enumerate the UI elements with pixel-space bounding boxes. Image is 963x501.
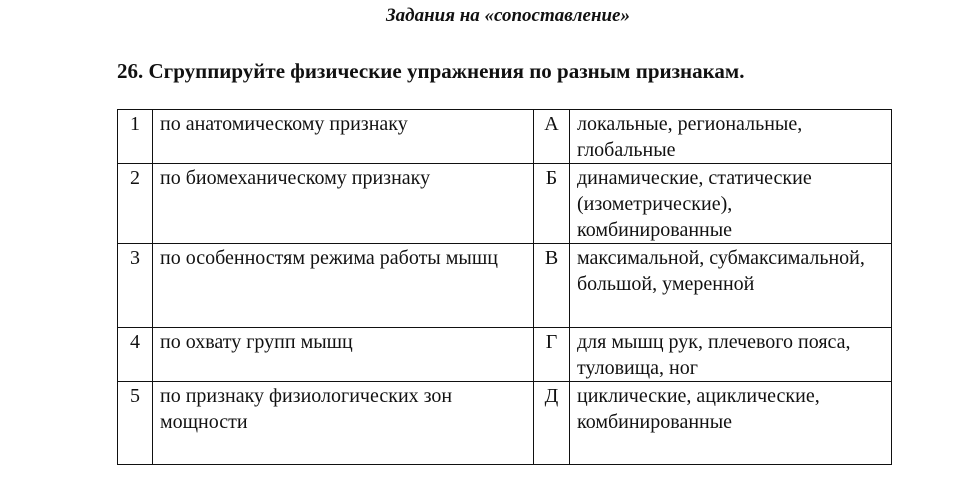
section-title: Задания на «сопоставление» [385, 5, 630, 26]
letter-cell: А [534, 110, 570, 164]
table-row [118, 382, 892, 465]
criterion-cell: по биомеханическому признаку [153, 164, 534, 244]
types-cell: максимальной, субмаксимальной, большой, умеренной [570, 244, 892, 328]
criterion-cell: по охвату групп мышц [153, 328, 534, 382]
table-row [118, 244, 892, 328]
table-row [118, 110, 892, 164]
letter-cell: В [534, 244, 570, 328]
letter-cell: Б [534, 164, 570, 244]
types-cell: динамические, статические (изометрические), комбинированные [570, 164, 892, 244]
row-number: 5 [118, 382, 153, 465]
criterion-cell: по анатомическому признаку [153, 110, 534, 164]
matching-table [117, 109, 892, 465]
task-number: 26. [117, 59, 144, 83]
row-number: 3 [118, 244, 153, 328]
letter-cell: Д [534, 382, 570, 465]
types-cell: для мышц рук, плечевого пояса, туловища, ног [570, 328, 892, 382]
task-text: Сгруппируйте физические упражнения по разным признакам. [148, 59, 745, 83]
criterion-cell: по признаку физиологических зон мощности [153, 382, 534, 465]
table-row [118, 328, 892, 382]
row-number: 1 [118, 110, 153, 164]
row-number: 4 [118, 328, 153, 382]
row-number: 2 [118, 164, 153, 244]
table-row [118, 164, 892, 244]
task-heading [117, 57, 744, 85]
types-cell: циклические, ациклические, комбинированные [570, 382, 892, 465]
types-cell: локальные, региональные, глобальные [570, 110, 892, 164]
letter-cell: Г [534, 328, 570, 382]
criterion-cell: по особенностям режима работы мышц [153, 244, 534, 328]
